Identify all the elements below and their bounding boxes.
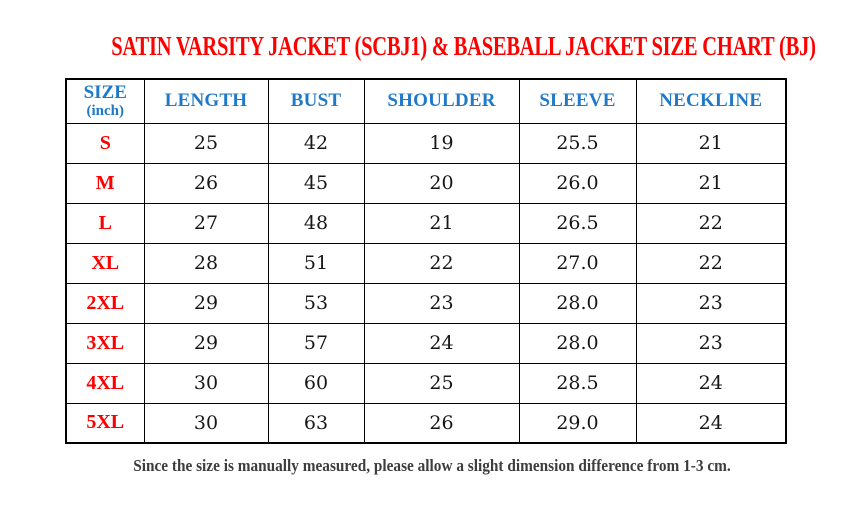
- title-container: [0, 31, 864, 62]
- sleeve-cell: 28.0: [519, 283, 636, 323]
- size-cell: 3XL: [66, 323, 144, 363]
- sleeve-cell: 25.5: [519, 123, 636, 163]
- table-row-5xl: [66, 403, 786, 443]
- table-row-s: [66, 123, 786, 163]
- length-cell: 28: [144, 243, 268, 283]
- column-header-sleeve: SLEEVE: [519, 79, 636, 123]
- bust-cell: 48: [268, 203, 364, 243]
- bust-cell: 57: [268, 323, 364, 363]
- column-header-size: [66, 79, 144, 123]
- bust-cell: 53: [268, 283, 364, 323]
- size-chart-table: [65, 78, 787, 444]
- sleeve-cell: 28.5: [519, 363, 636, 403]
- neckline-cell: 24: [636, 403, 786, 443]
- sleeve-cell: 26.5: [519, 203, 636, 243]
- neckline-cell: 23: [636, 283, 786, 323]
- length-cell: 29: [144, 283, 268, 323]
- size-cell: S: [66, 123, 144, 163]
- shoulder-cell: 26: [364, 403, 519, 443]
- column-header-shoulder: SHOULDER: [364, 79, 519, 123]
- note-container: [0, 456, 864, 476]
- size-cell: XL: [66, 243, 144, 283]
- length-cell: 26: [144, 163, 268, 203]
- length-cell: 30: [144, 363, 268, 403]
- length-cell: 27: [144, 203, 268, 243]
- bust-cell: 60: [268, 363, 364, 403]
- bust-cell: 63: [268, 403, 364, 443]
- bust-cell: 51: [268, 243, 364, 283]
- sleeve-cell: 28.0: [519, 323, 636, 363]
- shoulder-cell: 19: [364, 123, 519, 163]
- column-header-bust: BUST: [268, 79, 364, 123]
- size-cell: 4XL: [66, 363, 144, 403]
- length-cell: 25: [144, 123, 268, 163]
- length-cell: 29: [144, 323, 268, 363]
- sleeve-cell: 27.0: [519, 243, 636, 283]
- sleeve-cell: 26.0: [519, 163, 636, 203]
- shoulder-cell: 25: [364, 363, 519, 403]
- header-row: [66, 79, 786, 123]
- shoulder-cell: 23: [364, 283, 519, 323]
- measurement-note: Since the size is manually measured, please allow a slight dimension difference from 1-3 cm.: [133, 456, 731, 475]
- bust-cell: 42: [268, 123, 364, 163]
- shoulder-cell: 21: [364, 203, 519, 243]
- length-cell: 30: [144, 403, 268, 443]
- table-row-4xl: [66, 363, 786, 403]
- neckline-cell: 21: [636, 123, 786, 163]
- column-header-neckline: NECKLINE: [636, 79, 786, 123]
- size-cell: 5XL: [66, 403, 144, 443]
- table-row-l: [66, 203, 786, 243]
- size-cell: 2XL: [66, 283, 144, 323]
- shoulder-cell: 20: [364, 163, 519, 203]
- shoulder-cell: 22: [364, 243, 519, 283]
- size-cell: M: [66, 163, 144, 203]
- column-header-length: LENGTH: [144, 79, 268, 123]
- neckline-cell: 22: [636, 243, 786, 283]
- size-header-unit: (inch): [86, 103, 124, 120]
- size-cell: L: [66, 203, 144, 243]
- shoulder-cell: 24: [364, 323, 519, 363]
- size-header-label: SIZE: [83, 82, 127, 104]
- neckline-cell: 21: [636, 163, 786, 203]
- neckline-cell: 22: [636, 203, 786, 243]
- table-row-xl: [66, 243, 786, 283]
- page-title: SATIN VARSITY JACKET (SCBJ1) & BASEBALL JACKET SIZE CHART (BJ): [111, 31, 816, 61]
- table-row-2xl: [66, 283, 786, 323]
- table-row-3xl: [66, 323, 786, 363]
- bust-cell: 45: [268, 163, 364, 203]
- neckline-cell: 24: [636, 363, 786, 403]
- table-row-m: [66, 163, 786, 203]
- neckline-cell: 23: [636, 323, 786, 363]
- sleeve-cell: 29.0: [519, 403, 636, 443]
